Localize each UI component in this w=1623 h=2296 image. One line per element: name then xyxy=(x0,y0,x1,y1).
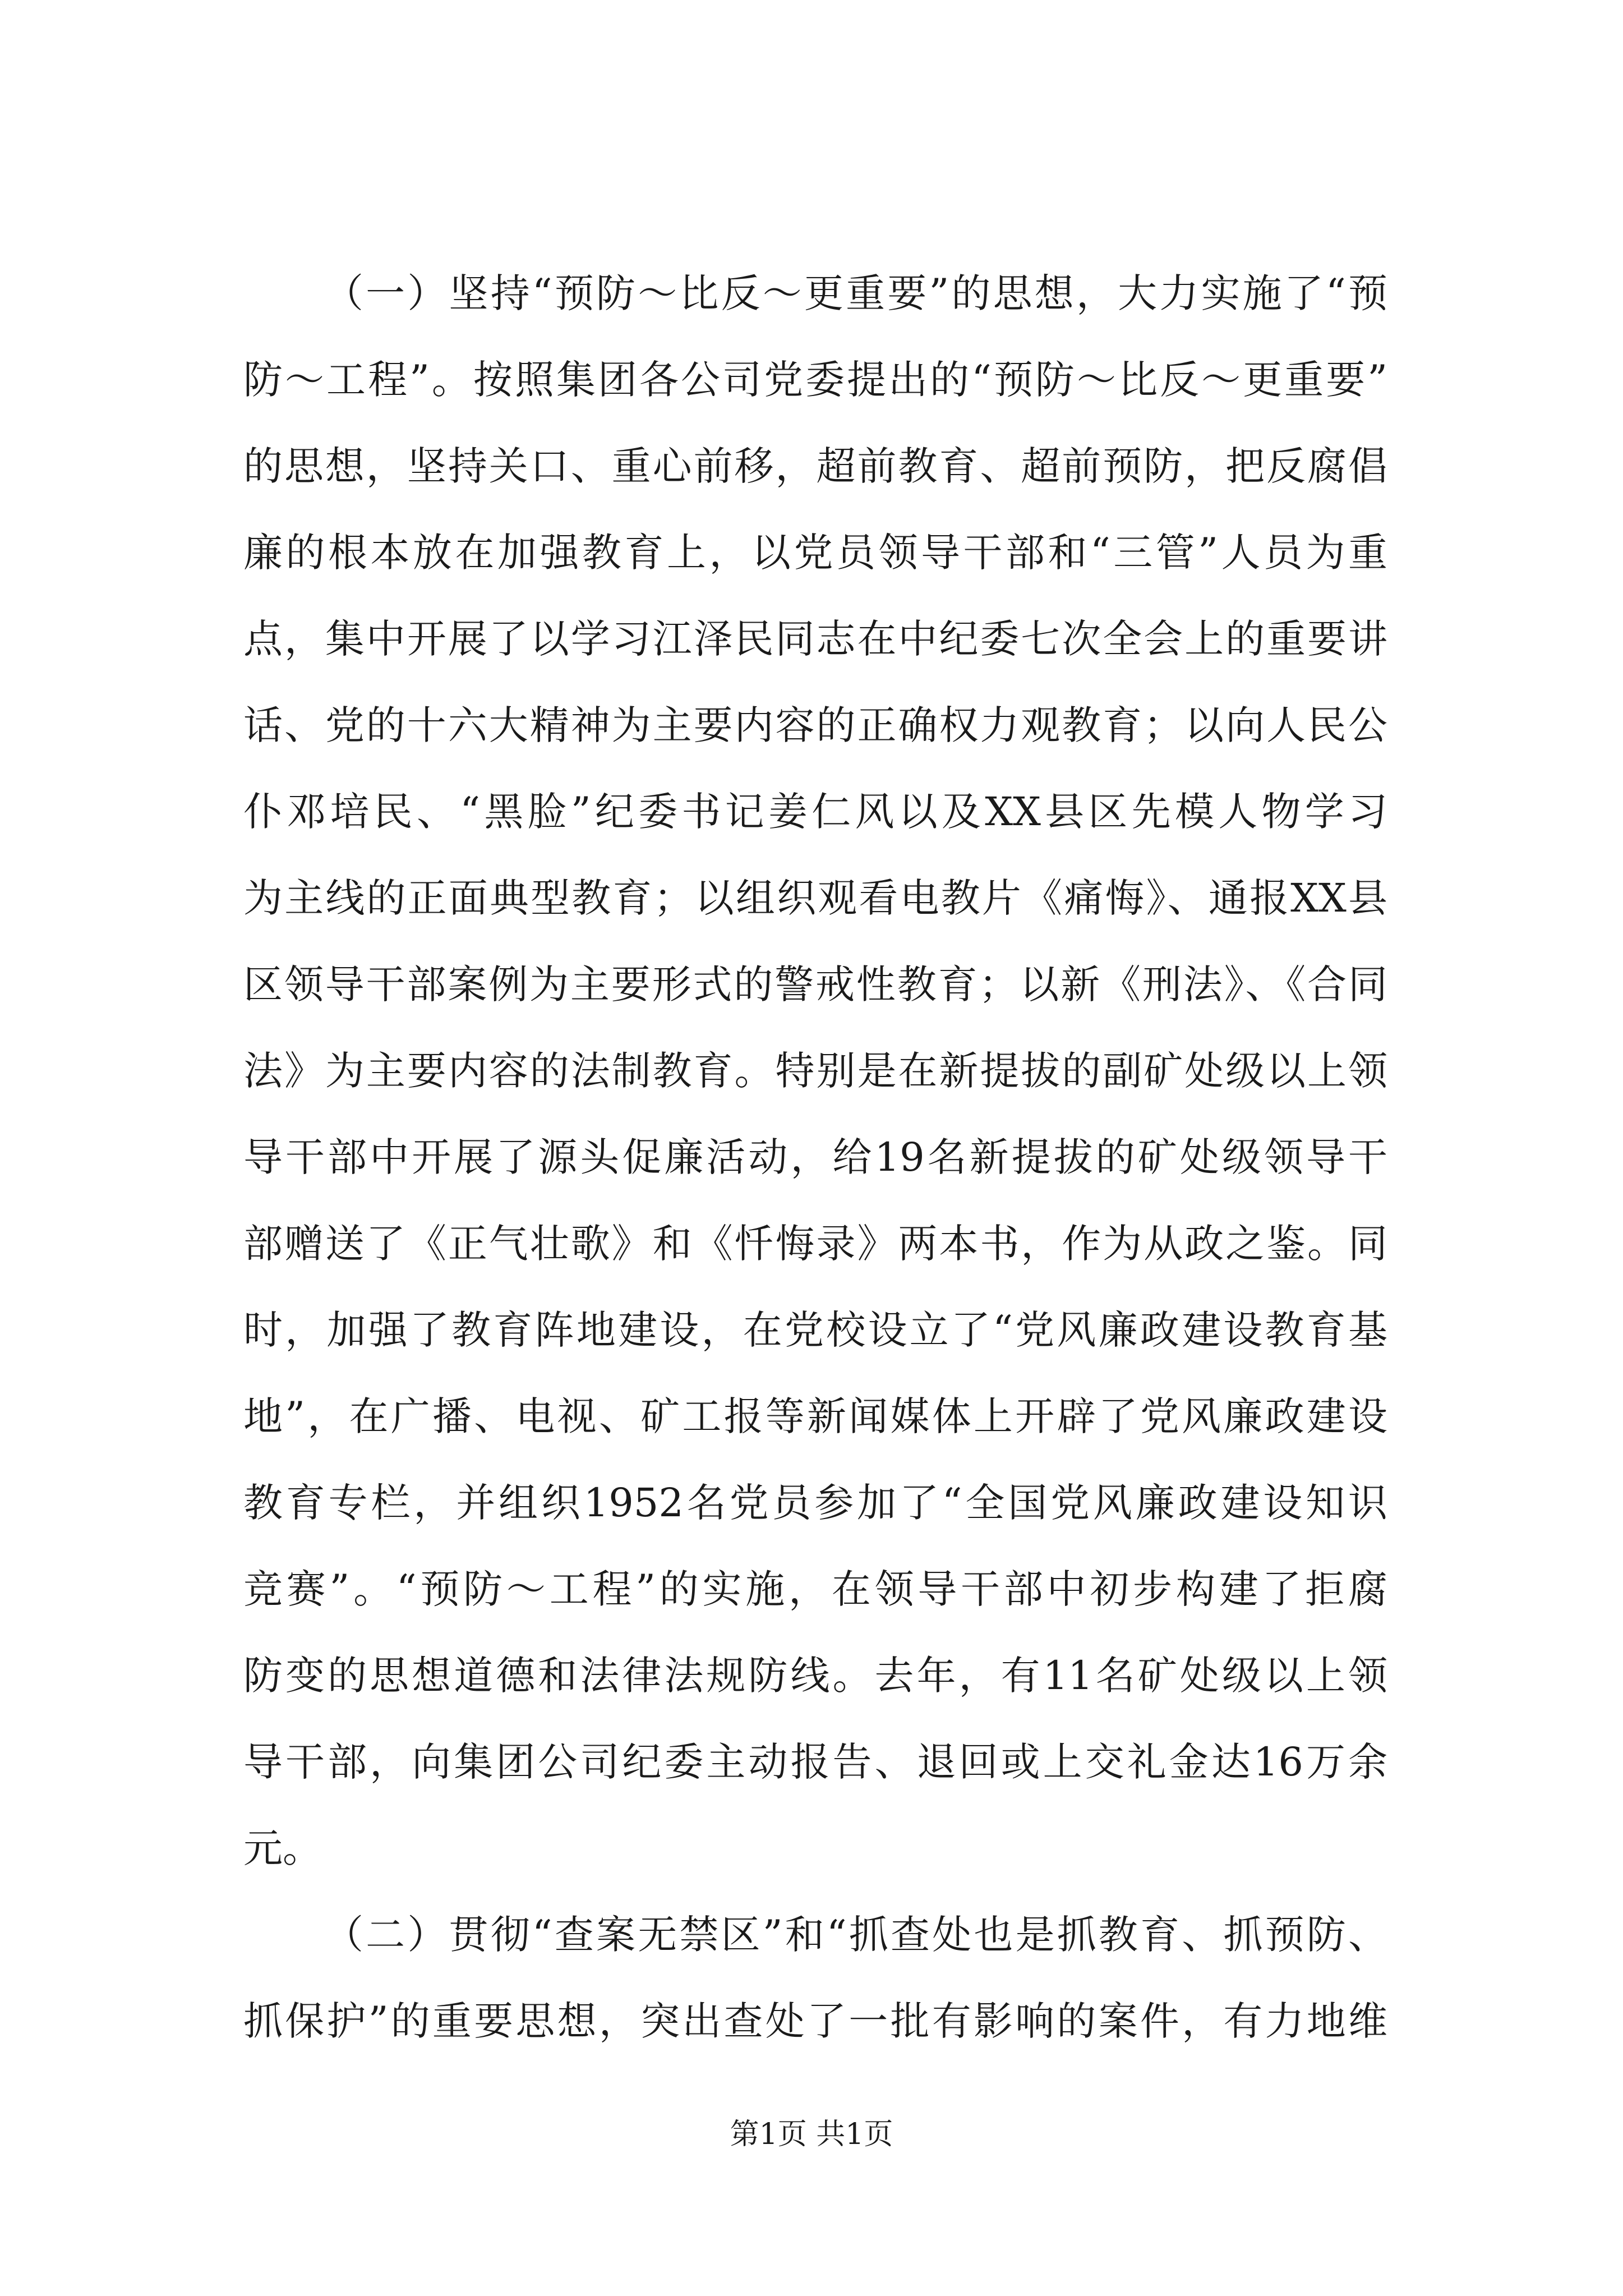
paragraph-line: 教育专栏，并组织1952名党员参加了“全国党风廉政建设知识 xyxy=(243,1480,1387,1526)
paragraph-line: （二）贯彻“查案无禁区”和“抓查处也是抓教育、抓预防、 xyxy=(324,1912,1387,1958)
paragraph-line: 防变的思想道德和法律法规防线。去年，有11名矿处级以上领 xyxy=(243,1653,1387,1699)
paragraph-line: 导干部中开展了源头促廉活动，给19名新提拔的矿处级领导干 xyxy=(243,1134,1387,1180)
paragraph-line: 区领导干部案例为主要形式的警戒性教育；以新《刑法》、《合同 xyxy=(243,961,1387,1007)
paragraph-line: 廉的根本放在加强教育上，以党员领导干部和“三管”人员为重 xyxy=(243,530,1387,576)
paragraph-line: 导干部，向集团公司纪委主动报告、退回或上交礼金达16万余 xyxy=(243,1739,1387,1785)
paragraph-line: 仆邓培民、“黑脸”纪委书记姜仁风以及XX县区先模人物学习 xyxy=(243,789,1387,835)
paragraph-line: 竞赛”。“预防～工程”的实施，在领导干部中初步构建了拒腐 xyxy=(243,1566,1387,1612)
paragraph-line: 元。 xyxy=(243,1825,322,1871)
paragraph-line: 部赠送了《正气壮歌》和《忏悔录》两本书，作为从政之鉴。同 xyxy=(243,1221,1387,1267)
paragraph-line: 的思想，坚持关口、重心前移，超前教育、超前预防，把反腐倡 xyxy=(243,443,1387,489)
paragraph-line: 地”，在广播、电视、矿工报等新闻媒体上开辟了党风廉政建设 xyxy=(243,1393,1387,1439)
paragraph-line: 抓保护”的重要思想，突出查处了一批有影响的案件，有力地维 xyxy=(243,1998,1387,2044)
paragraph-line: 话、党的十六大精神为主要内容的正确权力观教育；以向人民公 xyxy=(243,702,1387,748)
page-number-footer: 第1页 共1页 xyxy=(730,2118,893,2151)
paragraph-line: 时，加强了教育阵地建设，在党校设立了“党风廉政建设教育基 xyxy=(243,1307,1387,1353)
paragraph-line: 为主线的正面典型教育；以组织观看电教片《痛悔》、通报XX县 xyxy=(243,875,1387,921)
paragraph-line: 防～工程”。按照集团各公司党委提出的“预防～比反～更重要” xyxy=(243,357,1387,403)
paragraph-line: （一）坚持“预防～比反～更重要”的思想，大力实施了“预 xyxy=(324,270,1387,316)
paragraph-line: 法》为主要内容的法制教育。特别是在新提拔的副矿处级以上领 xyxy=(243,1048,1387,1094)
paragraph-line: 点，集中开展了以学习江泽民同志在中纪委七次全会上的重要讲 xyxy=(243,616,1387,662)
